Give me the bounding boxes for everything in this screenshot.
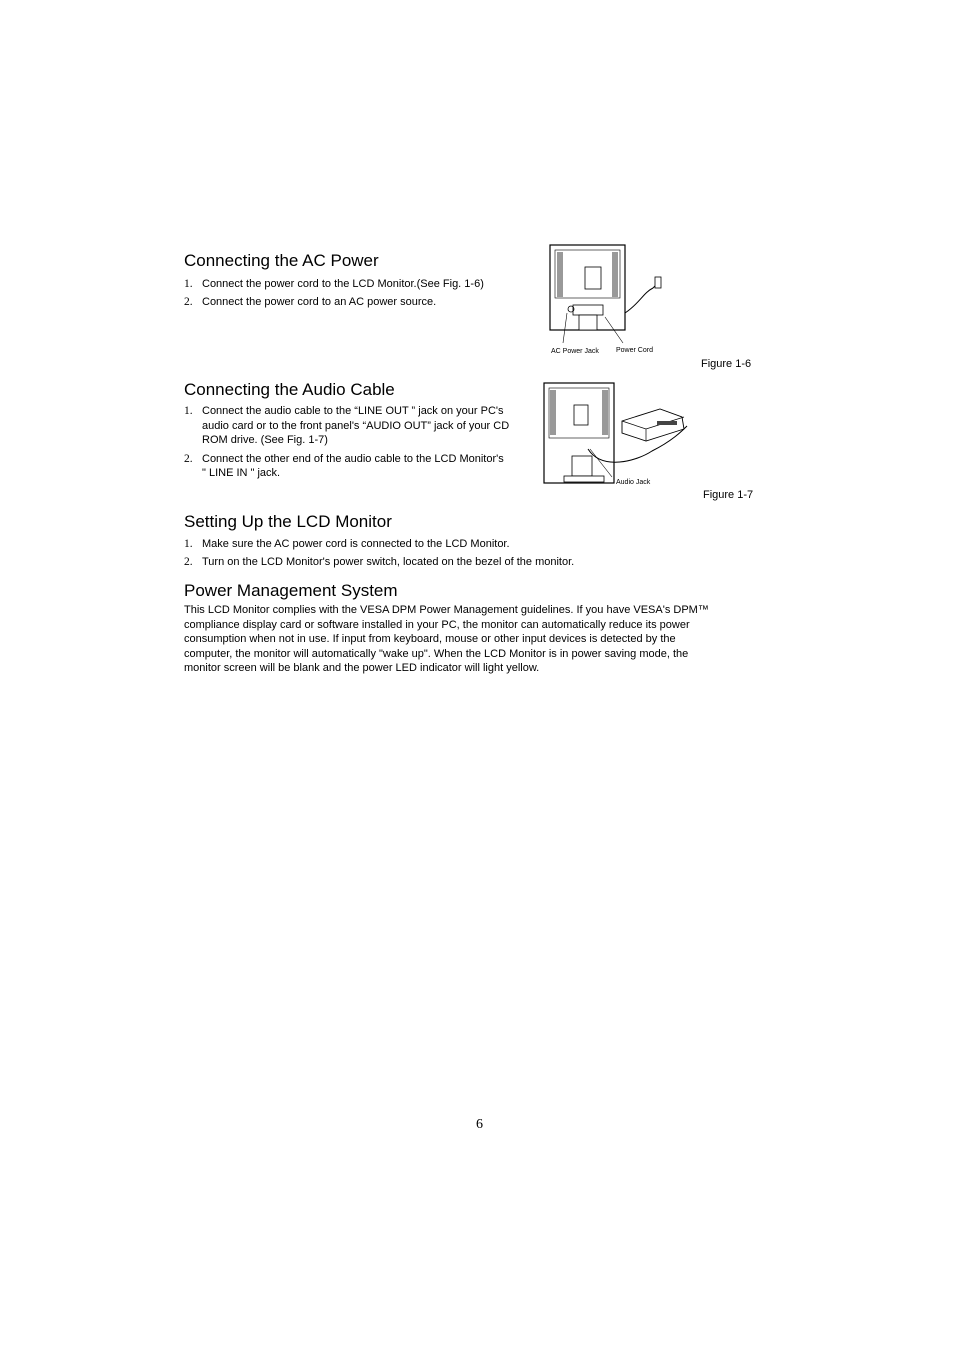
power-management-paragraph: This LCD Monitor complies with the VESA DPM Power Management guidelines. If you have VESA's DPM™ compliance display card or software installed in your PC, the monitor can automatically reduce its power consumption when not in use. If input from keyboard, mouse or other input devices is detected by the computer, the monitor will automatically "wake up". When the LCD Monitor is in power saving mode, the monitor screen will be blank and the power LED indicator will light yellow. [184, 604, 709, 675]
audio-cable-steps [184, 404, 544, 484]
setup-steps [184, 537, 744, 572]
figure-label-power-cord: Power Cord [616, 347, 653, 354]
page-number: 6 [476, 1117, 483, 1132]
heading-audio-cable: Connecting the Audio Cable [184, 380, 395, 399]
figure-label-ac-jack: AC Power Jack [551, 348, 599, 355]
ac-power-steps [184, 277, 544, 312]
list-item: 2. Connect the power cord to an AC power source. [184, 295, 437, 308]
monitor-back-audio-illustration [542, 381, 692, 489]
list-item: 2. Connect the other end of the audio cable to the LCD Monitor's " LINE IN " jack. [184, 452, 504, 480]
figure-label-audio-jack: Audio Jack [616, 479, 651, 486]
heading-power-management: Power Management System [184, 581, 398, 600]
heading-ac-power: Connecting the AC Power [184, 251, 379, 270]
list-item: 2. Turn on the LCD Monitor's power switch, located on the bezel of the monitor. [184, 555, 575, 568]
figure-caption: Figure 1-6 [701, 358, 752, 370]
figure-ac-power-illustration [545, 243, 675, 361]
heading-setup-monitor: Setting Up the LCD Monitor [184, 512, 392, 531]
figure-caption: Figure 1-7 [703, 489, 754, 501]
monitor-back-power-illustration [545, 243, 675, 361]
list-item: 1. Connect the audio cable to the “LINE OUT ” jack on your PC's audio card or to the front panel's “AUDIO OUT” jack of your CD ROM drive. (See Fig. 1-7) [184, 405, 510, 447]
list-item: 1. Connect the power cord to the LCD Monitor.(See Fig. 1-6) [184, 278, 484, 290]
figure-audio-cable-illustration [542, 381, 692, 489]
list-item: 1. Make sure the AC power cord is connected to the LCD Monitor. [184, 538, 510, 550]
